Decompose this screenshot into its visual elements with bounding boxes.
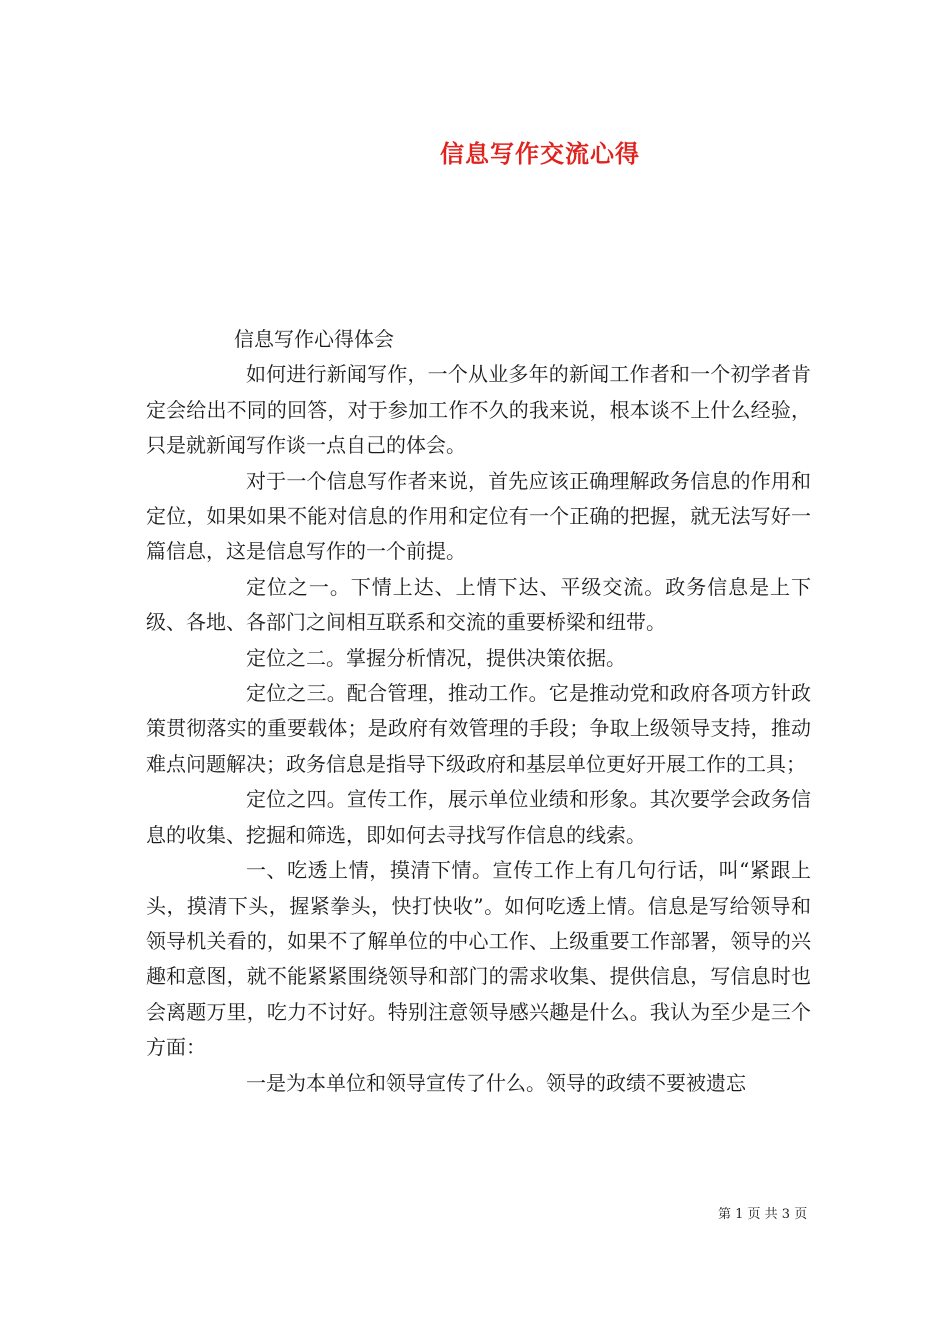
paragraph: 对于一个信息写作者来说，首先应该正确理解政务信息的作用和定位，如果如果不能对信息的作用和定位有一个正确的把握，就无法写好一篇信息，这是信息写作的一个前提。 (146, 468, 811, 564)
paragraph: 定位之三。配合管理，推动工作。它是推动党和政府各项方针政策贯彻落实的重要载体；是政府有效管理的手段；争取上级领导支持，推动难点问题解决；政务信息是指导下级政府和基层单位更好开展工作的工具； (146, 681, 811, 776)
page-number-footer: 第 1 页 共 3 页 (718, 1207, 808, 1222)
document-subtitle: 信息写作心得体会 (234, 327, 394, 351)
paragraph: 一是为本单位和领导宣传了什么。领导的政绩不要被遗忘 (246, 1070, 746, 1095)
paragraph: 定位之一。下情上达、上情下达、平级交流。政务信息是上下级、各地、各部门之间相互联系和交流的重要桥梁和纽带。 (146, 574, 811, 635)
document-title: 信息写作交流心得 (440, 139, 640, 168)
paragraph: 定位之二。掌握分析情况，提供决策依据。 (246, 645, 626, 670)
document-body (146, 322, 811, 1101)
paragraph: 定位之四。宣传工作，展示单位业绩和形象。其次要学会政务信息的收集、挖掘和筛选，即如何去寻找写作信息的线索。 (146, 787, 811, 847)
paragraph: 一、吃透上情，摸清下情。宣传工作上有几句行话，叫“紧跟上头，摸清下头，握紧拳头，快打快收”。如何吃透上情。信息是写给领导和领导机关看的，如果不了解单位的中心工作、上级重要工作部署，领导的兴趣和意图，就不能紧紧围绕领导和部门的需求收集、提供信息，写信息时也会离题万里，吃力不讨好。特别注意领导感兴趣是什么。我认为至少是三个方面： (146, 858, 811, 1060)
paragraph: 如何进行新闻写作，一个从业多年的新闻工作者和一个初学者肯定会给出不同的回答，对于参加工作不久的我来说，根本谈不上什么经验，只是就新闻写作谈一点自己的体会。 (146, 362, 811, 458)
